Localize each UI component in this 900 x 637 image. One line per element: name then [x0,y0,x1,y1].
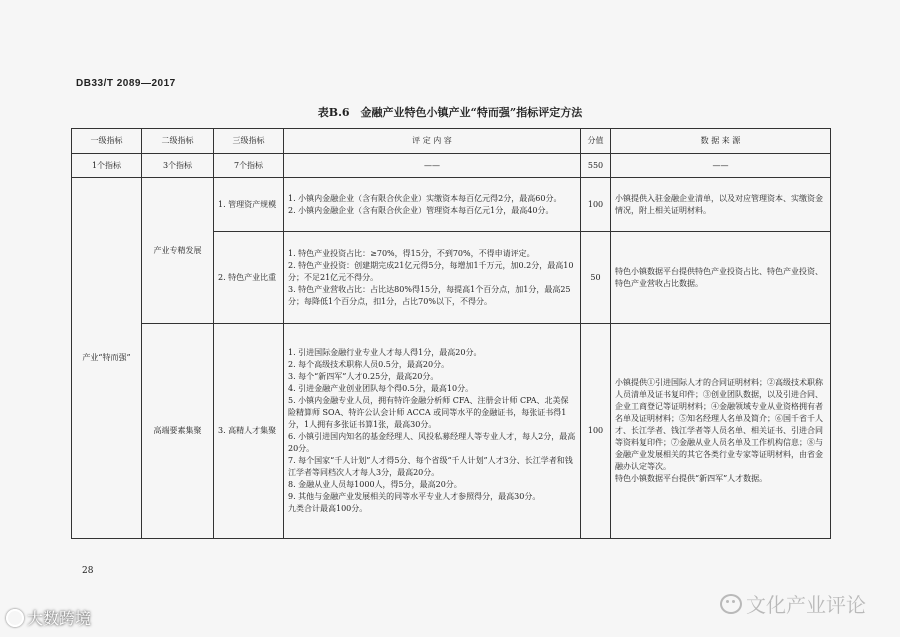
content-line: 4. 引进金融产业创业团队每个得0.5分，最高10分。 [288,384,474,393]
content-line: 1. 特色产业投资占比：≥70%，得15分，不到70%，不得申请评定。 [288,248,535,258]
score-cell-industry-share: 50 [581,232,611,324]
watermark-right-text: 文化产业评论 [746,593,866,617]
source-line: 特色小镇数据平台提供“新四军”人才数据。 [615,474,768,483]
watermark-left-text: 大数跨境 [27,609,92,628]
header-row [72,129,831,154]
header-content: 评 定 内 容 [284,129,581,154]
content-line: 2. 小镇内金融企业（含有限合伙企业）管理资本每百亿元1分，最高40分。 [288,205,554,215]
level2-cell-industry: 产业专精发展 [142,178,214,324]
source-cell-assets: 小镇提供入驻金融企业清单，以及对应管理资本、实缴资金情况，附上相关证明材料。 [611,178,831,232]
header-level3: 三级指标 [214,129,284,154]
table-row [72,324,831,539]
indicator-table [71,128,831,539]
summary-content: —— [284,154,581,178]
content-line: 9. 其他与金融产业发展相关的同等水平专业人才参照得分，最高30分。 [288,492,541,501]
content-line: 7. 每个国家“千人计划”人才得5分、每个省级“千人计划”人才3分、长江学者和钱江学者等同档次人才每人3分，最高20分。 [288,456,573,477]
content-cell-talent [284,324,581,539]
content-cell-industry-share [284,232,581,324]
summary-score: 550 [581,154,611,178]
page-number: 28 [82,566,94,576]
content-line: 九类合计最高100分。 [288,504,368,513]
summary-level1: 1个指标 [72,154,142,178]
summary-source: —— [611,154,831,178]
score-cell-talent: 100 [581,324,611,539]
source-line: 小镇提供①引进国际人才的合同证明材料；②高级技术职称人员清单及证书复印件；③创业团队数据，以及引进合同、企业工商登记等证明材料；④金融领域专业从业资格拥有者名单及证明材料；⑤知名经理人名单及简介；⑥国千省千人才、长江学者、钱江学者等人员名单、相关证书、引进合同等资料复印件；⑦金融从业人员名单及工作机构信息；⑧与金融产业发展相关的其它各类行业专家等证明材料，由省金融办认定等次。 [615,378,823,471]
content-line: 8. 金融从业人员每1000人，得5分，最高20分。 [288,480,462,489]
summary-level2: 3个指标 [142,154,214,178]
content-line: 2. 特色产业投资：创建期完成21亿元得5分，每增加1千万元，加0.2分，最高10分；不足21亿元不得分。 [288,260,574,282]
summary-level3: 7个指标 [214,154,284,178]
watermark-left [6,606,91,629]
level3-cell-industry-share: 2. 特色产业比重 [214,232,284,324]
content-cell-assets [284,178,581,232]
wechat-icon [720,594,742,614]
summary-row [72,154,831,178]
content-line: 1. 小镇内金融企业（含有限合伙企业）实缴资本每百亿元得2分，最高60分。 [288,193,562,203]
content-line: 3. 每个“新四军”人才0.25分，最高20分。 [288,372,439,381]
content-line: 5. 小镇内金融专业人员，拥有特许金融分析师 CFA、注册会计师 CPA、北美保险精算师 SOA、特许公认会计师 ACCA 或同等水平的金融证书，每张证书得1分，1人拥有多张证书算1张，最高30分。 [288,396,569,429]
level3-cell-assets: 1. 管理资产规模 [214,178,284,232]
source-cell-talent [611,324,831,539]
document-id: DB33/T 2089—2017 [76,78,176,89]
header-source: 数 据 来 源 [611,129,831,154]
level2-cell-talent: 高端要素集聚 [142,324,214,539]
source-cell-industry-share: 特色小镇数据平台提供特色产业投资占比、特色产业投资、特色产业营收占比数据。 [611,232,831,324]
header-score: 分值 [581,129,611,154]
content-line: 3. 特色产业营收占比：占比达80%得15分，每提高1个百分点，加1分，最高25分；每降低1个百分点，扣1分，占比70%以下，不得分。 [288,284,571,306]
header-level1: 一级指标 [72,129,142,154]
table-row [72,178,831,232]
content-line: 2. 每个高级技术职称人员0.5分，最高20分。 [288,360,450,369]
level3-cell-talent: 3. 高精人才集聚 [214,324,284,539]
table-title: 表B.6 金融产业特色小镇产业“特而强”指标评定方法 [317,106,583,119]
level1-cell: 产业“特而强” [72,178,142,539]
brand-logo-icon [6,609,24,627]
content-line: 1. 引进国际金融行业专业人才每人得1分，最高20分。 [288,348,482,357]
content-line: 6. 小镇引进国内知名的基金经理人、风投私募经理人等专业人才，每人2分，最高20分。 [288,432,576,453]
score-cell-assets: 100 [581,178,611,232]
watermark-right [720,589,866,618]
header-level2: 二级指标 [142,129,214,154]
